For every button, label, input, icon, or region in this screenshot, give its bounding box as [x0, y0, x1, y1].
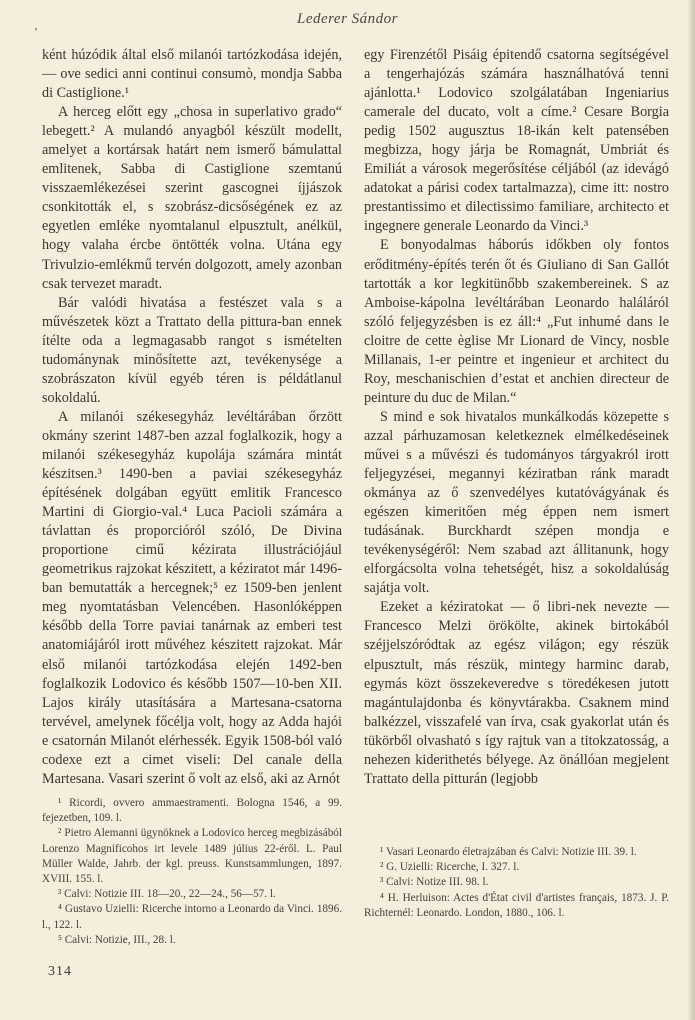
left-column: [42, 46, 342, 789]
paragraph: S mind e sok hivatalos munkálkodás közepette s azzal párhuzamosan keletkeznek elmélkedéseinek művei s a művészi és tudományos tárgyakról irott feljegyzései, megannyi kéziratban ránk maradt okmánya az ő szenvedélyes kutatóvágyának és egészen kimeritően még éppen nem ismert tudásának. Burckhardt szépen mondja e tevékenységéről: Nem szabad azt állitanunk, hogy elforgácsolta volna tehetségét, hisz a sokoldalúság sajátja volt.: [364, 408, 669, 597]
footnote: ¹ Vasari Leonardo életrajzában és Calvi: Notizie III. 39. l.: [380, 846, 637, 858]
footnote: ³ Calvi: Notize III. 98. l.: [380, 876, 489, 889]
footnote: ² Pietro Alemanni ügynöknek a Lodovico herceg megbizásából Lorenzo Magnificohos irt levele 1489 július 22-éről. L. Paul Müller Walde, Jahrb. der kgl. preuss. Kunstsammlungen, 1897. XVIII. 155. l.: [42, 827, 342, 886]
page-number: 314: [48, 964, 72, 979]
page-edge-shadow: [687, 0, 695, 1020]
paragraph: ként húzódik által első milanói tartózkodása idején, — ove sedici anni continui consumò, mondja Sabba di Castiglione.¹: [42, 47, 342, 102]
paragraph: egy Firenzétől Pisáig épitendő csatorna segítségével a tengerhajózás számára használhatóvá tenni ajánlotta.¹ Lodovico szolgálatában Ingeniarius camerale del ducato, volt a címe.² Cesare Borgia pedig 1502 augusztus 18-ikán kelt patensében megbizza, hogy járja be Romagnát, Umbriát és Emiliát a városok megerősítése céljából (az idevágó adatokat a párisi codex tartalmazza), cime itt: nostro prestantissimo et dilectissimo familiare, architecto et ingegnere generale Leonardo da Vinci.³: [364, 47, 669, 235]
paragraph: A milanói székesegyház levéltárában őrzött okmány szerint 1487-ben azzal foglalkozik, hogy a milanói székesegyház kupolája számára mintát készitsen.³ 1490-ben a paviai székesegyház építésének dolgában együtt emlitik Francesco Martini di Giorgio-val.⁴ Luca Pacioli számára a távlattan és proporcióról szóló, De Divina proportione cimű kézirata illustrációjául geometrikus rajzokat készitett, a kéziratot már 1496-ban bemutatták a hercegnek;⁵ ez 1509-ben jenlent meg nyomtatásban Velencében. Hasonlóképpen később della Torre paviai tanárnak az emberi test anatomiájáról irott művéhez készitett rajzokat. Már első milanói tartózkodása elején 1492-ben foglalkozik Lodovico és később 1507—10-ben XII. Lajos király utasítására a Martesana-csatorna tervével, amelynek főcélja volt, hogy az Adda hajói e csatornán Milanót elérhessék. Egyik 1508-ból való codexe ezt a cimet viseli: Del canale della Martesana. Vasari szerint ő volt az első, aki az Arnót: [42, 408, 342, 787]
footnotes-left: [42, 796, 342, 948]
footnotes-right: [364, 845, 669, 921]
footnote: ⁴ H. Herluison: Actes d'État civil d'artistes français, 1873. J. P. Richternél: Leonardo. London, 1880., 106. l.: [364, 891, 669, 919]
footnote: ⁴ Gustavo Uzielli: Ricerche intorno a Leonardo da Vinci. 1896. l., 122. l.: [42, 903, 342, 931]
footnote: ² G. Uzielli: Ricerche, I. 327. l.: [380, 861, 520, 874]
paragraph: A herceg előtt egy „chosa in superlativo grado“ lebegett.² A mulandó anyagból készült modellt, amelyet a kortársak határt nem ismerő bámulattal emlitenek, Sabba di Castiglione szemtanú visszaemlékezései szerint gascognei íjjászok csonkitották el, s szobrász-dicsőségének ez az egyetlen emléke nyomtalanul elpusztult, anélkül, hogy valaha ércbe öntötték volna. Utána egy Trivulzio-emlékmű tervén dolgozott, amely azonban csak tervezet maradt.: [42, 104, 342, 292]
paragraph: Ezeket a kéziratokat — ő libri-nek nevezte — Francesco Melzi örökölte, akinek birtokából széjjelszóródtak az egész világon; egy részük elpusztult, más részük, mintegy harminc darab, egymás közt összekeveredve s töredékesen jutott magántulajdonba és könyvtárakba. Csaknem mind balkézzel, visszafelé van írva, csak gyakorlat után és tükörből olvasható s így rajtuk van a titokzatosság, a nehezen kiderithetés bélyege. Az önállóan megjelent Trattato della pitturán (legjobb: [364, 599, 669, 787]
footnote: ⁵ Calvi: Notizie, III., 28. l.: [58, 933, 176, 946]
paragraph: Bár valódi hivatása a festészet vala s a művészetek közt a Trattato della pittura-ban ennek ítélte oda a legmagasabb rangot s ismételten tudománynak minősítette azt, tevékenysége a szobrászaton kívül egyéb téren is példátlanul sokoldalú.: [42, 294, 342, 406]
paragraph: E bonyodalmas háborús időkben oly fontos erőditmény-építés terén őt és Giuliano di San Gallót tartották a kor legkitünőbb szakembereinek. S az Amboise-kápolna levéltárában Leonardo haláláról szóló feljegyzésben is ez áll:⁴ „Fut inhumé dans le cloitre de cette èglise Mr Lionard de Vincy, nosble Millanais, 1-er peintre et ingenieur et architect du Roy, meschanischien d’estat et anchien directeur de peinture du duc de Milan.“: [364, 237, 669, 406]
footnote: ¹ Ricordi, ovvero ammaestramenti. Bologna 1546, a 99. fejezetben, 109. l.: [42, 797, 342, 825]
running-head: Lederer Sándor: [296, 11, 399, 27]
footnote: ³ Calvi: Notizie III. 18—20., 22—24., 56—57. l.: [58, 888, 276, 901]
corner-mark: ‚: [34, 18, 38, 32]
right-column: [364, 46, 669, 789]
